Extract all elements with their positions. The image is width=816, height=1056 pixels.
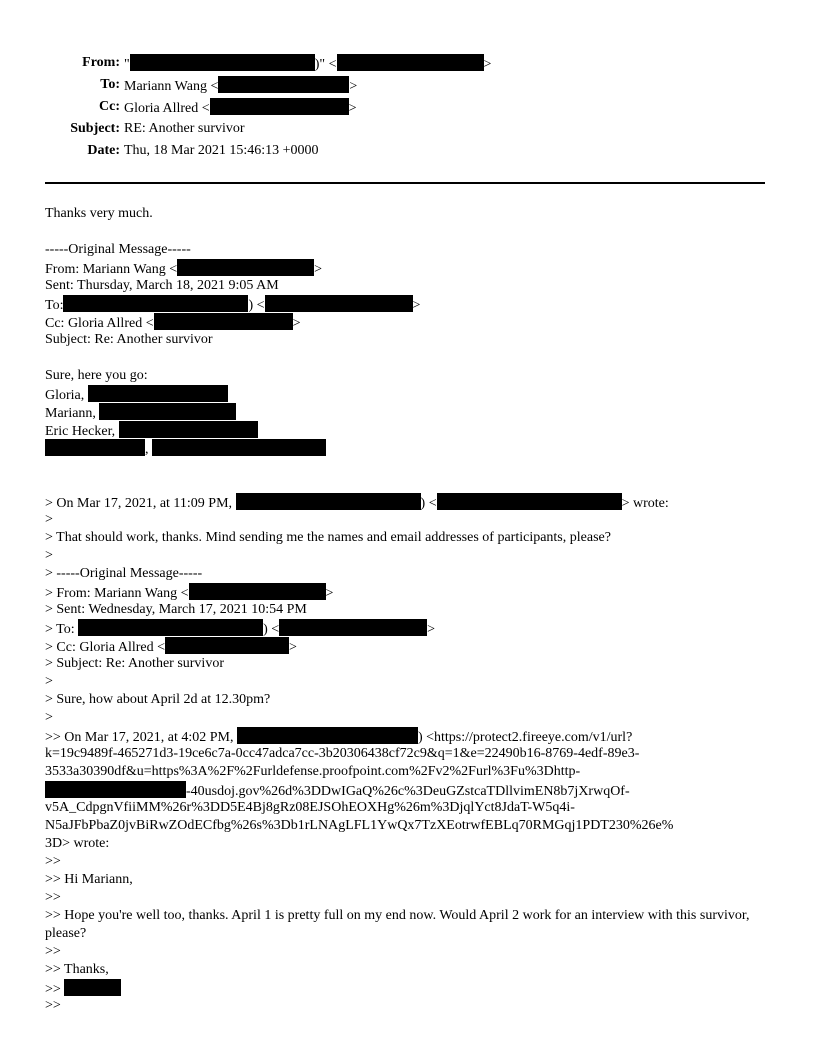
from-value: " )" < > [124,54,491,74]
quote-intro: > On Mar 17, 2021, at 11:09 PM, ) < > wrote: [45,493,767,511]
quote-gt: >> [45,854,61,869]
subject-value: RE: Another survivor [124,121,245,136]
redaction [236,493,421,510]
quote2-thanks: >> Thanks, [45,962,109,977]
quote-to: > To: ) < > [45,619,767,637]
quote2-intro: >> On Mar 17, 2021, at 4:02 PM, ) <https://protect2.fireeye.com/v1/url? [45,727,767,745]
email-body [45,205,767,1015]
to-label: To: [100,77,120,92]
redaction [237,727,418,744]
url-line: 3533a30390df&u=https%3A%2F%2Furldefense.proofpoint.com%2Fv2%2Furl%3Fu%3Dhttp- [45,764,581,779]
subject-label: Subject: [70,121,120,136]
quote-line: > Sure, how about April 2d at 12.30pm? [45,692,271,707]
orig-subject: Subject: Re: Another survivor [45,332,213,347]
participant-line: , [45,439,767,457]
quote-gt: >> [45,890,61,905]
redaction [189,583,326,600]
cc-label: Cc: [99,99,120,114]
quote-cc: > Cc: Gloria Allred < > [45,637,767,655]
redaction [63,295,248,312]
orig-cc: Cc: Gloria Allred < > [45,313,767,331]
quote2-greeting: >> Hi Mariann, [45,872,133,887]
quote-gt: >> [45,998,61,1013]
quote-from: > From: Mariann Wang < > [45,583,767,601]
date-label: Date: [87,143,120,158]
header-divider [45,182,765,184]
participant-line: Mariann, [45,403,767,421]
redaction [177,259,314,276]
redaction [218,76,349,93]
redaction [152,439,326,456]
redaction [78,619,263,636]
quote-gt: > [45,710,53,725]
redaction [210,98,349,115]
orig-from: From: Mariann Wang < > [45,259,767,277]
redaction [99,403,236,420]
redaction [154,313,293,330]
to-value: Mariann Wang < > [124,76,357,96]
reply-text: Thanks very much. [45,206,153,221]
quote-gt: > [45,548,53,563]
quote-gt: > [45,674,53,689]
redaction [165,637,289,654]
cc-value: Gloria Allred < > [124,98,357,118]
quote2-body: >> Hope you're well too, thanks. April 1 is pretty full on my end now. Would April 2 work for an interview with this survivor, please? [45,908,750,941]
quote-line: > That should work, thanks. Mind sending me the names and email addresses of participants, please? [45,530,611,545]
redaction [130,54,315,71]
redaction [88,385,228,402]
date-value: Thu, 18 Mar 2021 15:46:13 +0000 [124,143,319,158]
redaction [45,781,186,798]
redaction [119,421,258,438]
url-line: N5aJFbPbaZ0jvBiRwZOdECfbg%26s%3Db1rLNAgLFL1YwQx7TzXEotrwfEBLq70RMGqj1PDT230%26e% [45,818,674,833]
quote2-signature: >> [45,979,767,997]
orig-body: Sure, here you go: [45,368,148,383]
redaction [337,54,484,71]
orig-to: To: ) < > [45,295,767,313]
redaction [64,979,121,996]
quote-original-marker: > -----Original Message----- [45,566,203,581]
redaction [279,619,427,636]
orig-sent: Sent: Thursday, March 18, 2021 9:05 AM [45,278,279,293]
quote-subject: > Subject: Re: Another survivor [45,656,224,671]
quote-gt: >> [45,944,61,959]
participant-line: Eric Hecker, [45,421,767,439]
url-line: v5A_CdpgnVfiiMM%26r%3DD5E4Bj8gRz08EJSOhEOXHg%26m%3DjqlYct8JdaT-W5q4i- [45,800,575,815]
redaction [265,295,413,312]
quote-sent: > Sent: Wednesday, March 17, 2021 10:54 PM [45,602,307,617]
redaction [45,439,145,456]
url-line: k=19c9489f-465271d3-19ce6c7a-0cc47adca7cc-3b20306438cf72c9&q=1&e=22490b16-8769-4edf-89e3- [45,746,640,761]
redaction [437,493,622,510]
url-line: -40usdoj.gov%26d%3DDwIGaQ%26c%3DeuGZstcaTDllvimEN8b7jXrwqOf- [45,781,767,799]
from-label: From: [82,55,120,70]
original-message-marker: -----Original Message----- [45,242,191,257]
quote-gt: > [45,512,53,527]
participant-line: Gloria, [45,385,767,403]
url-line: 3D> wrote: [45,836,110,851]
